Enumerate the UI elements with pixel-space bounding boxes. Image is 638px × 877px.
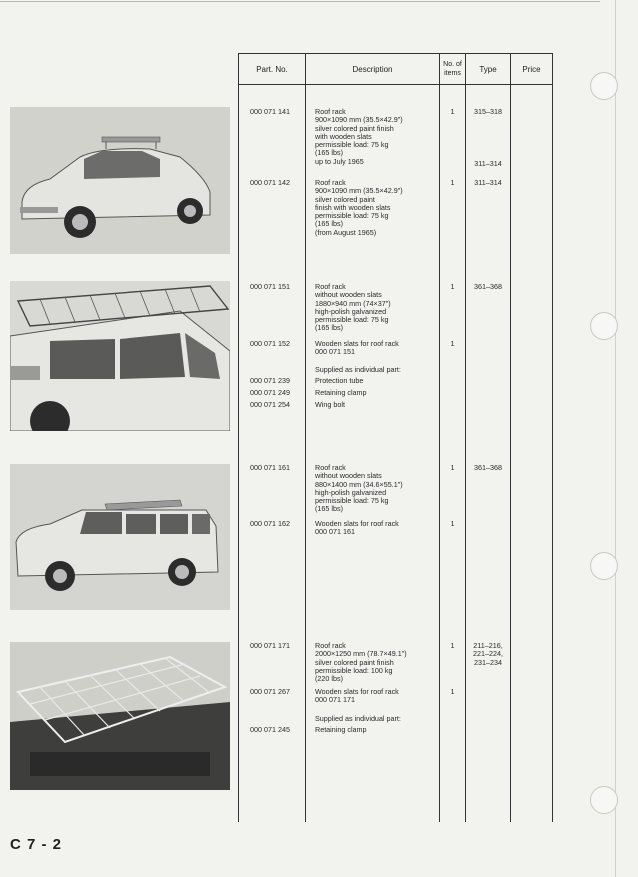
- header-description: Description: [352, 64, 393, 74]
- part-description: Retaining clamp: [315, 725, 367, 734]
- vehicle-type: 311–314: [474, 159, 502, 168]
- column-divider: [439, 53, 440, 822]
- part-description: Roof rack 900×1090 mm (35.5×42.9") silver colored paint finish with wooden slats permissible load: 75 kg (165 lbs) (from August 1965): [315, 178, 403, 237]
- part-description: Wooden slats for roof rack 000 071 151: [315, 339, 399, 357]
- squareback-small-roof-rack-photo: [10, 464, 230, 610]
- punch-hole: [590, 72, 618, 100]
- vehicle-type: 311–314: [474, 178, 502, 187]
- vehicle-type: 211–216, 221–224, 231–234: [473, 641, 503, 667]
- table-header: [239, 53, 552, 85]
- column-divider: [465, 53, 466, 822]
- part-description: Wing bolt: [315, 400, 345, 409]
- part-description: Wooden slats for roof rack 000 071 171: [315, 687, 399, 705]
- item-count: 1: [450, 519, 455, 528]
- part-number: 000 071 142: [250, 178, 290, 187]
- part-description: Protection tube: [315, 376, 364, 385]
- item-count: 1: [450, 178, 455, 187]
- header-no-of-items: No. of items: [443, 61, 462, 77]
- item-count: 1: [450, 282, 455, 291]
- item-count: 1: [450, 687, 455, 696]
- part-number: 000 071 152: [250, 339, 290, 348]
- part-description: Roof rack 900×1090 mm (35.5×42.9") silver colored paint finish with wooden slats permissible load: 75 kg (165 lbs) up to July 1965: [315, 107, 403, 166]
- car-notchback-roof-rack-photo: [10, 107, 230, 254]
- part-description: Retaining clamp: [315, 388, 367, 397]
- part-number: 000 071 239: [250, 376, 290, 385]
- vehicle-type: 315–318: [474, 107, 502, 116]
- page-number: C 7 - 2: [10, 836, 63, 853]
- part-description: Roof rack 2000×1250 mm (78.7×49.1") silver colored paint finish permissible load: 100 kg (220 lbs): [315, 641, 407, 684]
- header-part-no: Part. No.: [256, 64, 288, 74]
- header-type: Type: [479, 64, 497, 74]
- part-description: Roof rack without wooden slats 880×1400 mm (34.6×55.1") high-polish galvanized permissible load: 75 kg (165 lbs): [315, 463, 403, 514]
- bus-roof-rack-photo: [10, 642, 230, 790]
- part-number: 000 071 161: [250, 463, 290, 472]
- punch-hole: [590, 312, 618, 340]
- part-number: 000 071 141: [250, 107, 290, 116]
- parts-table: [238, 53, 553, 822]
- supplied-individually-label: Supplied as individual part:: [315, 365, 401, 374]
- part-number: 000 071 151: [250, 282, 290, 291]
- part-number: 000 071 249: [250, 388, 290, 397]
- item-count: 1: [450, 641, 455, 650]
- part-number: 000 071 267: [250, 687, 290, 696]
- punch-hole: [590, 786, 618, 814]
- vehicle-type: 361–368: [474, 282, 502, 291]
- squareback-large-roof-rack-photo: [10, 281, 230, 431]
- punch-hole: [590, 552, 618, 580]
- item-count: 1: [450, 463, 455, 472]
- part-description: Roof rack without wooden slats 1880×940 mm (74×37") high-polish galvanized permissible load: 75 kg (165 lbs): [315, 282, 391, 333]
- column-divider: [305, 53, 306, 822]
- supplied-individually-label: Supplied as individual part:: [315, 714, 401, 723]
- item-count: 1: [450, 107, 455, 116]
- vehicle-type: 361–368: [474, 463, 502, 472]
- part-number: 000 071 254: [250, 400, 290, 409]
- item-count: 1: [450, 339, 455, 348]
- part-number: 000 071 171: [250, 641, 290, 650]
- header-price: Price: [522, 64, 541, 74]
- part-description: Wooden slats for roof rack 000 071 161: [315, 519, 399, 537]
- part-number: 000 071 162: [250, 519, 290, 528]
- page-edge: [615, 0, 616, 877]
- top-rule: [0, 1, 600, 2]
- part-number: 000 071 245: [250, 725, 290, 734]
- column-divider: [510, 53, 511, 822]
